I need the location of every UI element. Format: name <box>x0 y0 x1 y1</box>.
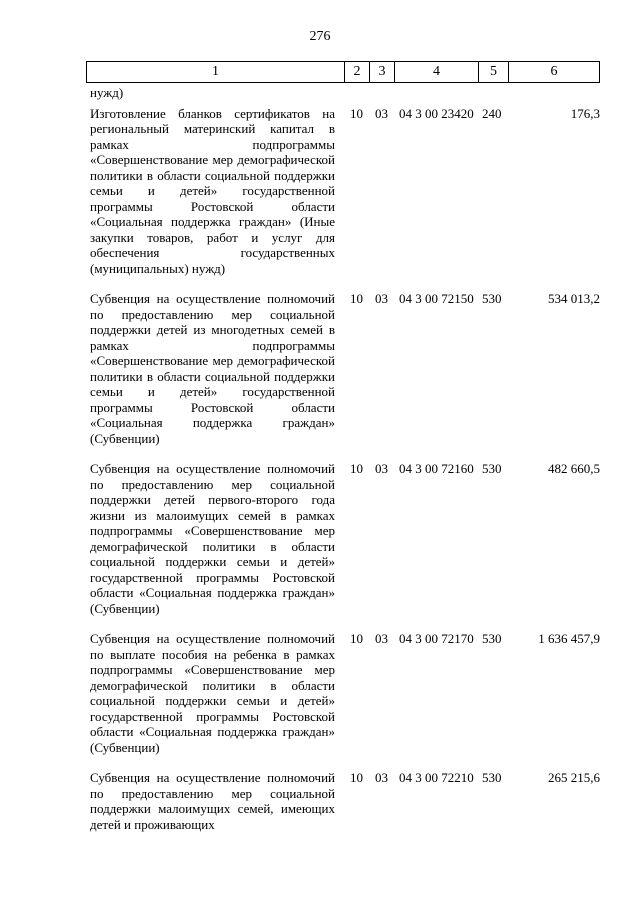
row-section: 10 <box>350 770 363 785</box>
row-subsection: 03 <box>375 105 388 121</box>
row-expense-type: 530 <box>482 291 502 306</box>
row-amount: 482 660,5 <box>548 461 600 476</box>
table-row <box>90 461 600 616</box>
row-description: Субвенция на осуществление полномочий по предоставлению мер социальной поддержки детей из многодетных семей в рамках подпрограммы «Совершенствование мер демографической политики в области социальной поддержки семьи и детей» государственной программы Ростовской области «Социальная поддержка граждан» (Субвенции) <box>90 291 335 446</box>
header-col-1: 1 <box>212 64 219 79</box>
table-row <box>90 291 600 446</box>
row-target-code: 04 3 00 23420 <box>399 105 474 121</box>
table-row <box>90 106 600 277</box>
header-col-2: 2 <box>344 62 369 82</box>
row-amount: 1 636 457,9 <box>538 631 600 646</box>
row-description: Изготовление бланков сертификатов на региональный материнский капитал в рамках подпрограммы «Совершенствование мер демографической политики в области социальной поддержки семьи и детей» государственной программы Ростовской области «Социальная поддержка граждан» (Иные закупки товаров, работ и услуг для обеспечения государственных (муниципальных) нужд) <box>90 105 335 276</box>
row-target-code: 04 3 00 72210 <box>399 770 474 785</box>
row-expense-type: 240 <box>482 105 502 121</box>
row-target-code: 04 3 00 72150 <box>399 291 474 306</box>
header-col-5: 5 <box>478 62 508 82</box>
row-section: 10 <box>350 291 363 306</box>
row-description: Субвенция на осуществление полномочий по предоставлению мер социальной поддержки малоимущих семей, имеющих детей и проживающих <box>90 770 335 832</box>
row-description: Субвенция на осуществление полномочий по выплате пособия на ребенка в рамках подпрограммы «Совершенствование мер демографической политики в области социальной поддержки семьи и детей» государственной программы Ростовской области «Социальная поддержка граждан» (Субвенции) <box>90 631 335 755</box>
row-subsection: 03 <box>375 770 388 785</box>
row-section: 10 <box>350 631 363 646</box>
row-target-code: 04 3 00 72170 <box>399 631 474 646</box>
row-description: Субвенция на осуществление полномочий по предоставлению мер социальной поддержки детей первого-второго года жизни из малоимущих семей в рамках подпрограммы «Совершенствование мер демографической политики в области социальной поддержки семьи и детей» государственной программы Ростовской области «Социальная поддержка граждан» (Субвенции) <box>90 461 335 616</box>
row-subsection: 03 <box>375 291 388 306</box>
row-section: 10 <box>350 461 363 476</box>
table-row <box>90 631 600 755</box>
row-subsection: 03 <box>375 461 388 476</box>
table-row <box>90 85 600 101</box>
header-col-6: 6 <box>508 62 599 82</box>
row-amount: 176,3 <box>570 105 600 121</box>
row-subsection: 03 <box>375 631 388 646</box>
row-expense-type: 530 <box>482 461 502 476</box>
row-expense-type: 530 <box>482 631 502 646</box>
table-row <box>90 770 600 832</box>
row-target-code: 04 3 00 72160 <box>399 461 474 476</box>
row-section: 10 <box>350 105 363 121</box>
table-header <box>86 61 600 83</box>
row-amount: 265 215,6 <box>548 770 600 785</box>
header-col-4: 4 <box>394 62 478 82</box>
table-body <box>90 85 600 832</box>
page-number: 276 <box>309 29 331 44</box>
row-amount: 534 013,2 <box>548 291 600 306</box>
row-expense-type: 530 <box>482 770 502 785</box>
row-description: нужд) <box>90 85 124 100</box>
header-col-3: 3 <box>369 62 394 82</box>
